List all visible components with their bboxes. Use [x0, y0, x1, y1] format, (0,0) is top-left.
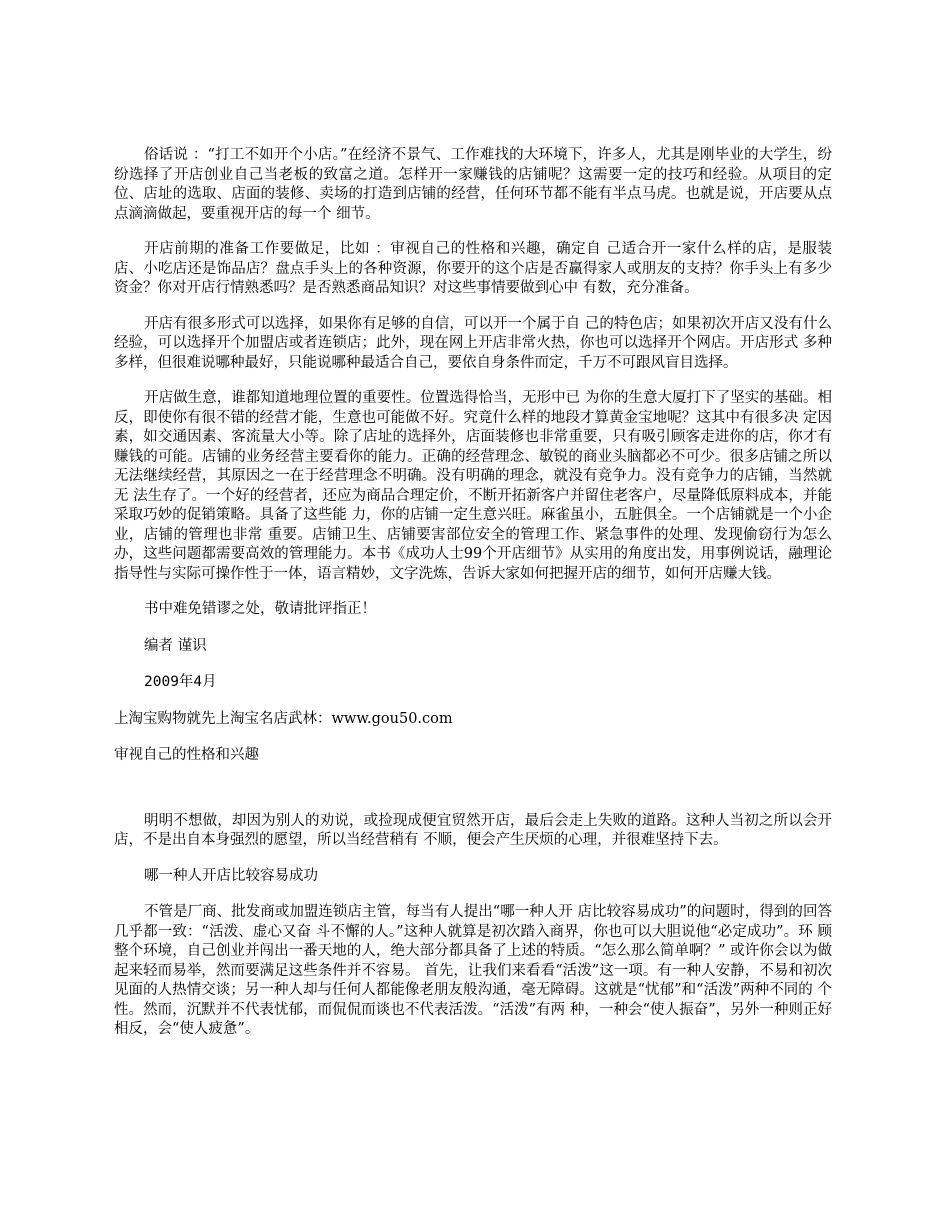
subheading-success: 哪一种人开店比较容易成功	[144, 867, 318, 884]
document-body	[114, 146, 832, 1056]
section-heading: 审视自己的性格和兴趣	[114, 747, 259, 763]
section-spacer	[114, 782, 832, 812]
publication-date: 2009年4月	[144, 674, 217, 690]
intro-paragraph-1: 俗话说 ：“打工不如开个小店。”在经济不景气、工作难找的大环境下，许多人，尤其是刚毕业的大学生，纷纷选择了开店创业自己当老板的致富之道。怎样开一家赚钱的店铺呢？这需要一定的技巧和经验。从项目的定 位、店址的选取、店面的装修、卖场的打造到店铺的经营，任何环节都不能有半点马虎。也就是说，开店要从点点滴滴做起，要重视开店的每一个 细节。	[114, 147, 832, 222]
section-paragraph-1: 明明不想做，却因为别人的劝说，或捡现成便宜贸然开店，最后会走上失败的道路。这种人当初之所以会开店，不是出自本身强烈的愿望，所以当经营稍有 不顺，便会产生厌烦的心理，并很难坚持下去。	[114, 812, 832, 848]
section-paragraph-2: 不管是厂商、批发商或加盟连锁店主管，每当有人提出“哪一种人开 店比较容易成功”的问题时，得到的回答几乎都一致：“活泼、虚心又奋 斗不懈的人。”这种人就算是初次踏入商界，你也可以大胆说他“必定成功”。环 顾整个环境，自己创业并闯出一番天地的人，绝大部分都具备了上述的特质。“怎么那么简单啊？” 或许你会以为做起来轻而易举，然而要满足这些条件并不容易。 首先，让我们来看看“活泼”这一项。有一种人安静，不易和初次见面的人热情交谈；另一种人却与任何人都能像老朋友般沟通，毫无障碍。这就是“忧郁”和“活泼”两种不同的 个性。然而，沉默并不代表忧郁，而侃侃而谈也不代表活泼。“活泼”有两 种，一种会“使人振奋”，另外一种则正好相反，会“使人疲惫”。	[114, 904, 832, 1037]
intro-paragraph-2: 开店前期的准备工作要做足，比如 ：审视自己的性格和兴趣，确定自 己适合开一家什么样的店，是服装店、小吃店还是饰品店？盘点手头上的各种资源，你要开的这个店是否赢得家人或朋友的支持？你手头上有多少 资金？你对开店行情熟悉吗？是否熟悉商品知识？对这些事情要做到心中 有数，充分准备。	[114, 241, 832, 296]
shop-link-line: 上淘宝购物就先上淘宝名店武林：www.gou50.com	[114, 710, 453, 727]
author-signature: 编者 谨识	[144, 637, 207, 654]
intro-paragraph-4: 开店做生意，谁都知道地理位置的重要性。位置选得恰当，无形中已 为你的生意大厦打下了坚实的基础。相反，即使你有很不错的经营才能，生意也可能做不好。究竟什么样的地段才算黄金宝地呢？这其中有很多决 定因素，如交通因素、客流量大小等。除了店址的选择外，店面装修也非常重要，只有吸引顾客走进你的店，你才有赚钱的可能。店铺的业务经营主要看你的能力。正确的经营理念、敏锐的商业头脑都必不可少。很多店铺之所以无法继续经营，其原因之一在于经营理念不明确。没有明确的理念，就没有竞争力。没有竞争力的店铺，当然就无 法生存了。一个好的经营者，还应为商品合理定价，不断开拓新客户并留住老客户，尽量降低原料成本，并能采取巧妙的促销策略。具备了这些能 力，你的店铺一定生意兴旺。麻雀虽小，五脏俱全。一个店铺就是一个小企业，店铺的管理也非常 重要。店铺卫生、店铺要害部位安全的管理工作、紧急事件的处理、发现偷窃行为怎么办，这些问题都需要高效的管理能力。本书《成功人士99个开店细节》从实用的角度出发，用事例说话，融理论指导性与实际可操作性于一体，语言精妙，文字洗炼，告诉大家如何把握开店的细节，如何开店赚大钱。	[114, 390, 832, 582]
intro-paragraph-3: 开店有很多形式可以选择，如果你有足够的自信，可以开一个属于自 己的特色店；如果初次开店又没有什么经验，可以选择开个加盟店或者连锁店；此外，现在网上开店非常火热，你也可以选择开个网店。开店形式 多种多样，但很难说哪种最好，只能说哪种最适合自己，要依自身条件而定，千万不可跟风盲目选择。	[114, 315, 832, 371]
closing-note: 书中难免错谬之处，敬请批评指正！	[144, 601, 376, 617]
